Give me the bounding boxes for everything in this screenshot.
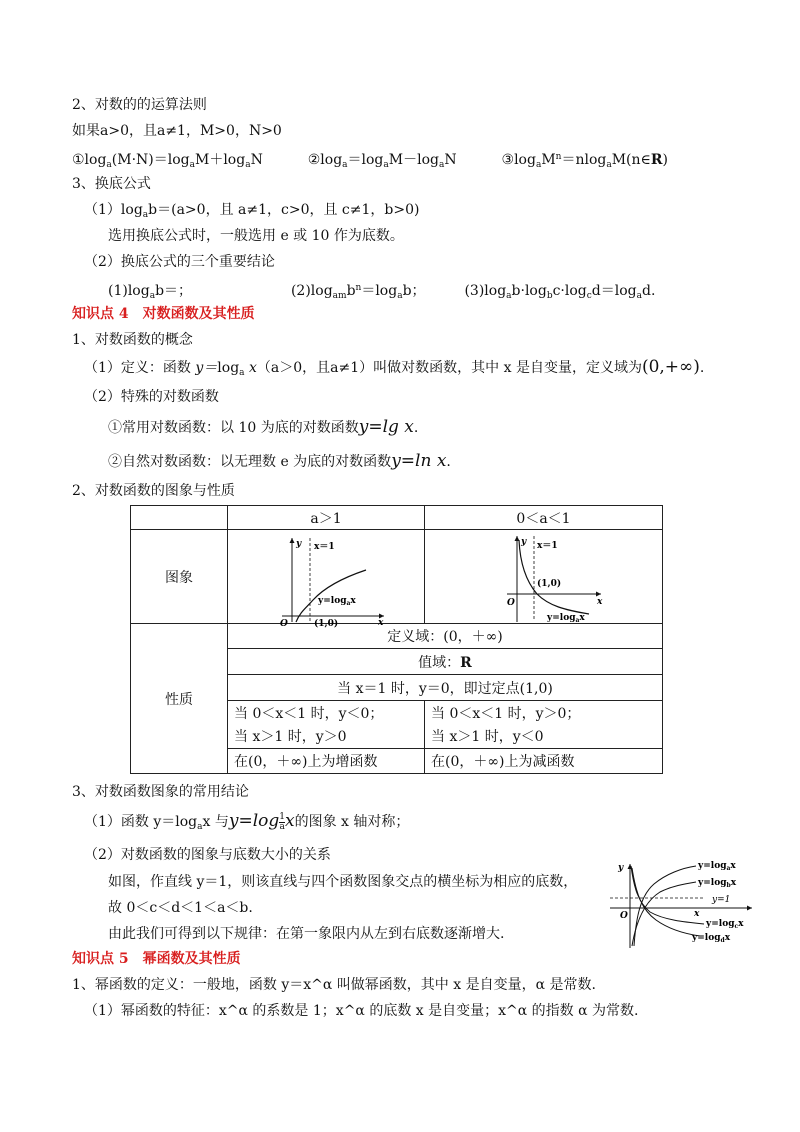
- knowledge-point-title: 知识点 5 幂函数及其性质: [72, 951, 241, 967]
- x-axis-label: x: [597, 596, 603, 607]
- definition-text: 1、幂函数的定义：一般地，函数 y＝x^α 叫做幂函数，其中 x 是自变量，α 是常数.: [72, 977, 596, 993]
- section-title: 1、对数函数的概念: [72, 332, 193, 348]
- curve-c-label: $y=\log_cx$: [706, 919, 744, 930]
- note-text: 选用换底公式时，一般选用 e 或 10 作为底数。: [108, 228, 404, 244]
- base-comparison-figure: [604, 858, 754, 950]
- curve-label: $y=\log_ax$: [547, 612, 585, 624]
- rule-2: $②\log_a=\log_aM-\log_aN$: [307, 152, 457, 170]
- subsection-title: （2）特殊的对数函数: [84, 389, 219, 405]
- monotonic-increasing: 在(0，＋∞)上为增函数: [228, 749, 425, 774]
- curve-label: $y=\log_ax$: [318, 595, 356, 607]
- origin-label: O: [620, 911, 628, 921]
- row-label-graph: 图象: [131, 530, 228, 624]
- header-a-lt-1: 0＜a＜1: [425, 506, 663, 530]
- line-x1-label: x＝1: [314, 541, 335, 552]
- origin-label: O: [280, 618, 288, 629]
- origin-label: O: [507, 597, 515, 608]
- graph-increasing: [228, 530, 425, 629]
- range-cell: 值域：R: [228, 649, 663, 675]
- rule-3: $③\log_aM^n=nlog_aM(n\in R)$: [501, 152, 669, 170]
- subsection-title: （2）对数函数的图象与底数大小的关系: [84, 847, 331, 863]
- graph-decreasing: [425, 530, 663, 624]
- x-axis-label: x: [378, 617, 384, 628]
- feature-text: （1）幂函数的特征：x^α 的系数是 1；x^α 的底数 x 是自变量；x^α 的指数 α 为常数.: [84, 1003, 639, 1019]
- conclusion-3: $(3)\log_ab\cdot\log_bc\cdot\log_cd=\log_ad$.: [464, 283, 656, 301]
- condition-text: 如果a>0，且a≠1，M>0，N>0: [72, 123, 282, 139]
- y-axis-label: y: [296, 538, 302, 549]
- line-x1-label: x＝1: [537, 540, 558, 551]
- sign-right-1: 当 0＜x＜1 时，y＞0；: [425, 701, 663, 725]
- point-label: (1,0): [537, 578, 562, 589]
- curve-a-label: $y=\log_ax$: [698, 861, 736, 872]
- line-y1-label: y=1: [712, 895, 731, 905]
- body-text: 由此我们可得到以下规律：在第一象限内从左到右底数逐渐增大.: [108, 926, 505, 942]
- sign-left-1: 当 0＜x＜1 时，y＜0；: [228, 701, 425, 725]
- section-title: 3、换底公式: [72, 176, 151, 192]
- definition-text: （1）定义：函数 $y=\log_a$ x（a＞0，且a≠1）叫做对数函数，其中 x 是自变量，定义域为(0,+∞).: [84, 357, 705, 378]
- row-label-properties: 性质: [131, 624, 228, 774]
- conclusions: [108, 279, 655, 305]
- domain-cell: 定义域：(0，＋∞): [228, 624, 663, 649]
- symmetry-text: （1）函数 $y=\log_ax$ 与y=log $\frac{1}{a}$ x的图象 x 轴对称；: [84, 811, 410, 832]
- natural-log-text: ②自然对数函数：以无理数 e 为底的对数函数y=ln x.: [108, 451, 451, 471]
- rule-1: $①\log_a(M\cdot N)=\log_aM+\log_aN$: [72, 152, 263, 170]
- body-text: 故 0＜c＜d＜1＜a＜b.: [108, 900, 253, 916]
- fixed-point-cell: 当 x＝1 时，y＝0，即过定点(1,0): [228, 675, 663, 701]
- corner-cell: [131, 506, 228, 530]
- header-a-gt-1: a＞1: [228, 506, 425, 530]
- section-title: 3、对数函数图象的常用结论: [72, 784, 249, 800]
- y-axis-label: y: [618, 863, 624, 873]
- curve-d-label: $y=\log_dx$: [692, 933, 731, 944]
- common-log-text: ①常用对数函数：以 10 为底的对数函数y=lg x.: [108, 417, 419, 437]
- sign-right-2: 当 x＞1 时，y＜0: [425, 725, 663, 749]
- conclusion-1: $(1)\log_ab=$；: [108, 283, 193, 301]
- fraction-1-over-a: $\frac{1}{a}$: [279, 811, 286, 832]
- x-axis-label: x: [694, 909, 700, 919]
- decreasing-log-graph: [431, 532, 656, 622]
- properties-table: [130, 505, 663, 774]
- rule-list: [72, 148, 668, 174]
- change-base-formula: $(1)\log_ab=(a>0$，且 a≠1，c>0，且 c≠1，b>0): [84, 202, 420, 220]
- section-title: 2、对数的的运算法则: [72, 97, 207, 113]
- section-title: 2、对数函数的图象与性质: [72, 483, 235, 499]
- subsection-title: （2）换底公式的三个重要结论: [84, 254, 275, 270]
- sign-left-2: 当 x＞1 时，y＞0: [228, 725, 425, 749]
- monotonic-decreasing: 在(0，＋∞)上为减函数: [425, 749, 663, 774]
- y-axis-label: y: [521, 536, 527, 547]
- conclusion-2: $(2)\log_{am}b^n=\log_ab$；: [290, 283, 426, 301]
- knowledge-point-title: 知识点 4 对数函数及其性质: [72, 306, 255, 322]
- point-label: (1,0): [314, 618, 339, 629]
- curve-b-label: $y=\log_bx$: [698, 878, 737, 889]
- increasing-log-graph: [234, 532, 418, 629]
- body-text: 如图，作直线 y＝1，则该直线与四个函数图象交点的横坐标为相应的底数，: [108, 874, 578, 890]
